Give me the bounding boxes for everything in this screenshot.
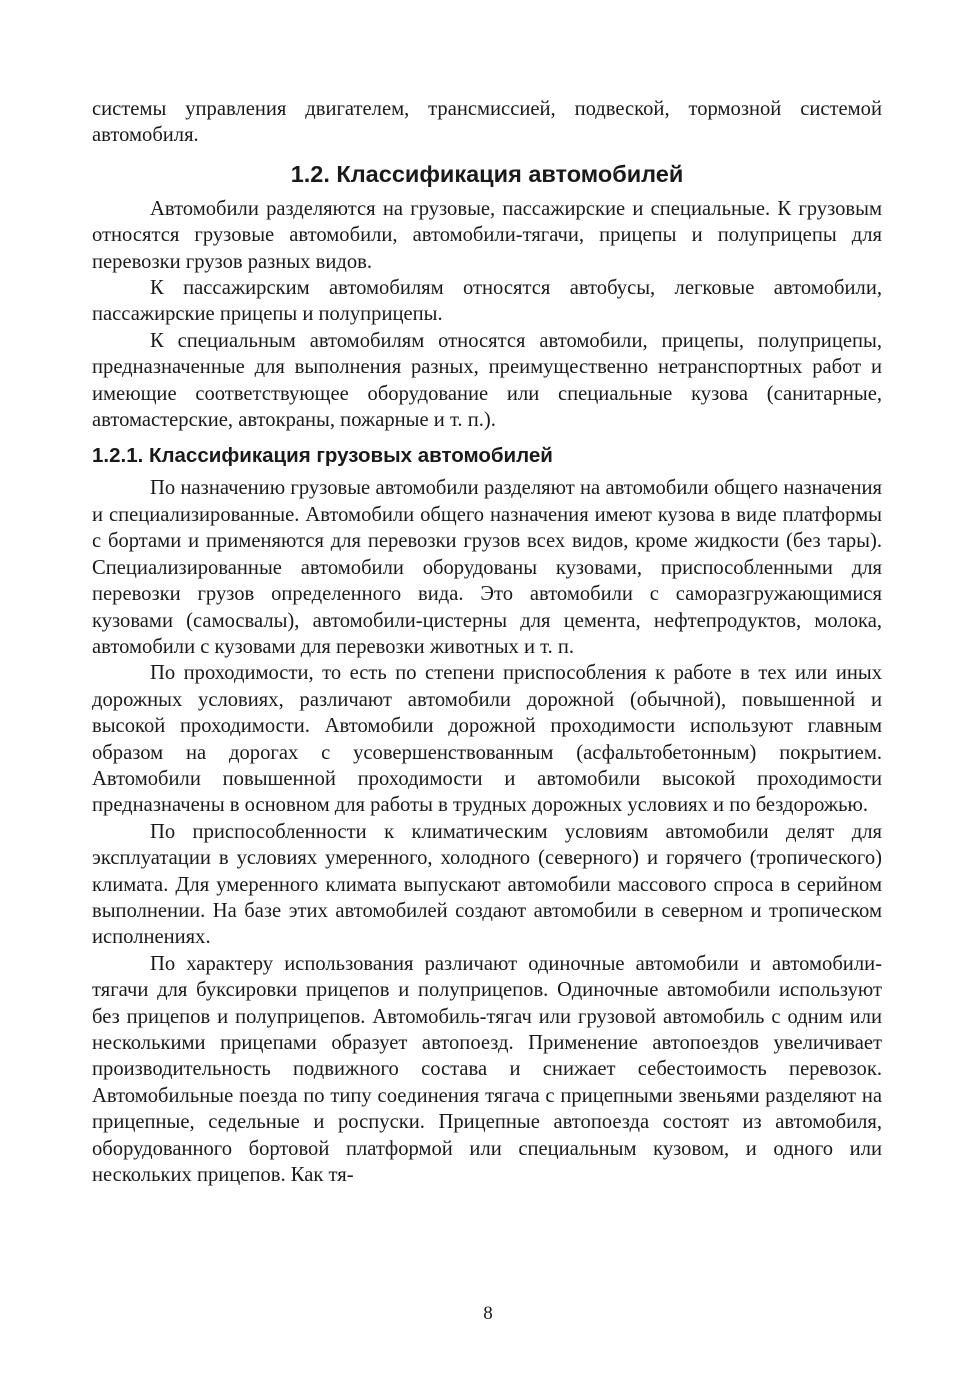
- section-heading: 1.2. Классификация автомобилей: [290, 160, 684, 187]
- subsection-paragraph-1: По назначению грузовые автомобили разделяют на автомобили общего назначения и специализированные. Автомобили общего назначения имеют кузова в виде платформы с бортами и применяются для перевозки грузов всех видов, кроме жидкости (без тары). Специализированные автомобили оборудованы кузовами, приспособленными для перевозки грузов определенного вида. Это автомобили с саморазгружающимися кузовами (самосвалы), автомобили-цистерны для цемента, нефтепродуктов, молока, автомобили с кузовами для перевозки животных и т. п.: [92, 477, 882, 658]
- subsection-paragraph-4: По характеру использования различают одиночные автомобили и автомобили-тягачи для буксировки прицепов и полуприцепов. Одиночные автомобили используют без прицепов и полуприцепов. Автомобиль-тягач или грузовой автомобиль с одним или несколькими прицепами образует автопоезд. Применение автопоездов увеличивает производительность подвижного состава и снижает себестоимость перевозок. Автомобильные поезда по типу соединения тягача с прицепными звеньями разделяют на прицепные, седельные и роспуски. Прицепные автопоезда состоят из автомобиля, оборудованного бортовой платформой или специальным кузовом, и одного или нескольких прицепов. Как тя-: [92, 952, 882, 1187]
- document-page: [92, 96, 882, 1188]
- subsection-paragraph-3: По приспособленности к климатическим условиям автомобили делят для эксплуатации в условиях умеренного, холодного (северного) и горячего (тропического) климата. Для умеренного климата выпускают автомобили массового спроса в серийном выполнении. На базе этих автомобилей создают автомобили в северном и тропическом исполнениях.: [92, 820, 882, 949]
- subsection-heading: 1.2.1. Классификация грузовых автомобилей: [92, 444, 553, 468]
- section-paragraph-3: К специальным автомобилям относятся автомобили, прицепы, полуприцепы, предназначенные для выполнения разных, преимущественно нетранспортных работ и имеющие соответствующее оборудование или специальные кузова (санитарные, автомастерские, автокраны, пожарные и т. п.).: [92, 329, 882, 432]
- page-number: 8: [483, 1303, 493, 1324]
- subsection-paragraph-2: По проходимости, то есть по степени приспособления к работе в тех или иных дорожных условиях, различают автомобили дорожной (обычной), повышенной и высокой проходимости. Автомобили дорожной проходимости используют главным образом на дорогах с усовершенствованным (асфальтобетонным) покрытием. Автомобили повышенной проходимости и автомобили высокой проходимости предназначены в основном для работы в трудных дорожных условиях и по бездорожью.: [92, 662, 882, 817]
- section-paragraph-2: К пассажирским автомобилям относятся автобусы, легковые автомобили, пассажирские прицепы и полуприцепы.: [92, 277, 882, 326]
- continuation-paragraph: системы управления двигателем, трансмиссией, подвеской, тормозной системой автомобиля.: [92, 98, 882, 147]
- section-paragraph-1: Автомобили разделяются на грузовые, пассажирские и специальные. К грузовым относятся грузовые автомобили, автомобили-тягачи, прицепы и полуприцепы для перевозки грузов разных видов.: [92, 197, 882, 273]
